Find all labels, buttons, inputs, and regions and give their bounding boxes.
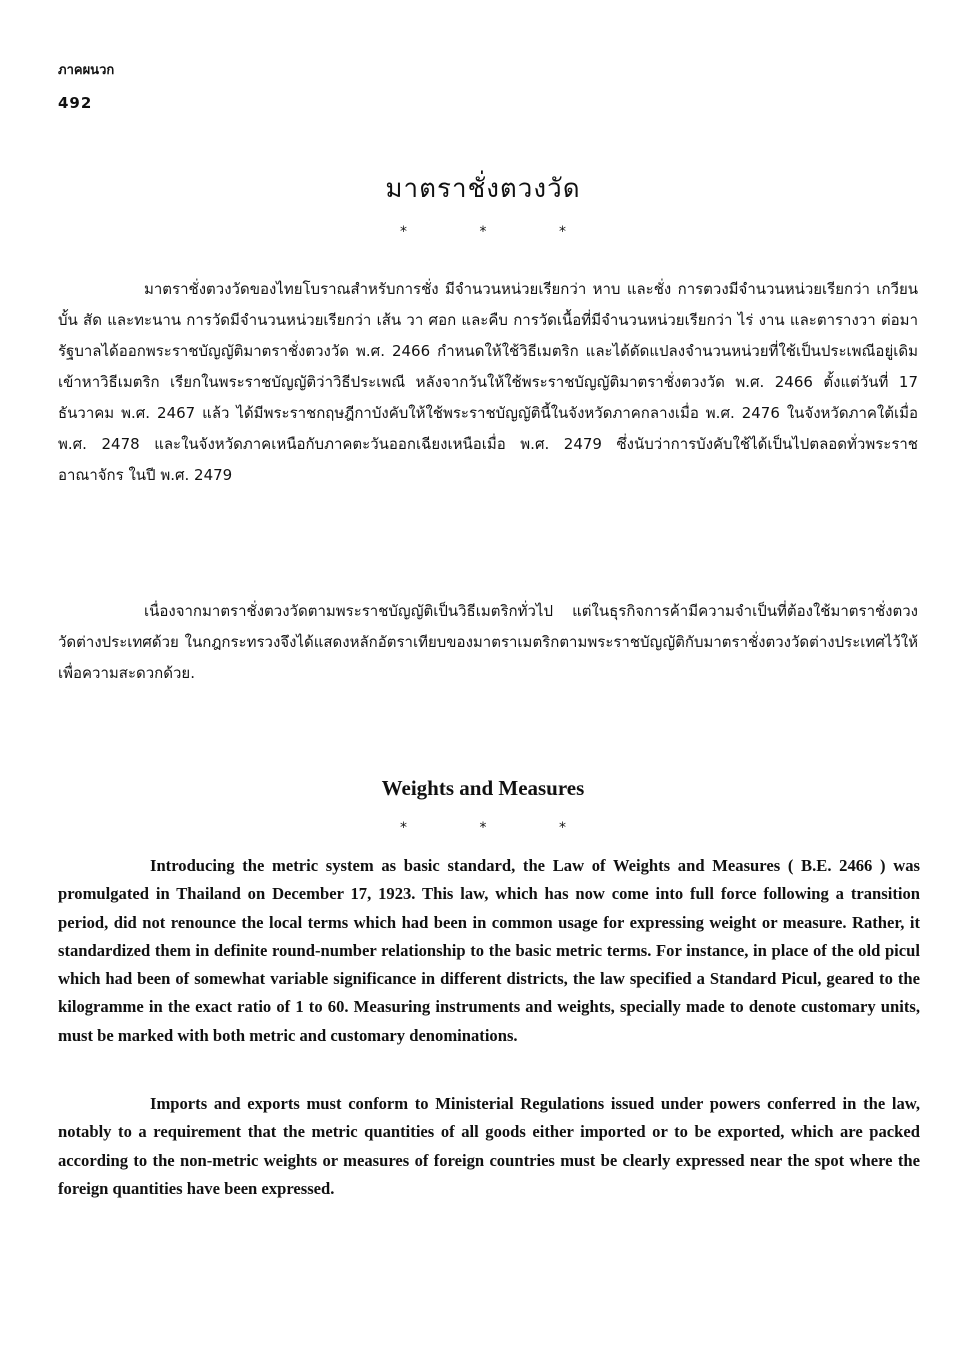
thai-paragraph-2 [58, 596, 918, 689]
english-title: Weights and Measures [381, 776, 585, 800]
paragraph-text: เนื่องจากมาตราชั่งตวงวัดตามพระราชบัญญัติเป็นวิธีเมตริกทั่วไป แต่ในธุรกิจการค้ามีความจำเป็นที่ต้องใช้มาตราชั่งตวงวัดต่างประเทศด้วย ในกฎกระทรวงจึงได้แสดงหลักอัตราเทียบของมาตราเมตริกตามพระราชบัญญัติกับมาตราชั่งตวงวัดต่างประเทศไว้ให้เพื่อความสะดวกด้วย. [58, 602, 918, 682]
english-paragraph-1 [58, 852, 920, 1050]
page-number: 492 [58, 94, 93, 112]
section-label: ภาคผนวก [58, 63, 115, 78]
thai-paragraph-1 [58, 274, 918, 491]
paragraph-text: Imports and exports must conform to Ministerial Regulations issued under powers conferred in the law, notably to a requirement that the metric quantities of all goods either imported or to be exported, which are packed according to the non-metric weights or measures of foreign countries must be clearly expressed near the spot where the foreign quantities have been expressed. [58, 1094, 920, 1198]
page-header [58, 62, 114, 112]
paragraph-text: มาตราชั่งตวงวัดของไทยโบราณสำหรับการชั่ง มีจำนวนหน่วยเรียกว่า หาบ และชั่ง การตวงมีจำนวนหน่วยเรียกว่า เกวียน บั้น สัด และทะนาน การวัดมีจำนวนหน่วยเรียกว่า เส้น วา ศอก และคืบ การวัดเนื้อที่มีจำนวนหน่วยเรียกว่า ไร่ งาน และตารางวา ต่อมารัฐบาลได้ออกพระราชบัญญัติมาตราชั่งตวงวัด พ.ศ. 2466 กำหนดให้ใช้วิธีเมตริก และได้ดัดแปลงจำนวนหน่วยที่ใช้เป็นประเพณีอยู่เดิมเข้าหาวิธีเมตริก เรียกในพระราชบัญญัติว่าวิธีประเพณี หลังจากวันให้ใช้พระราชบัญญัติมาตราชั่งตวงวัด พ.ศ. 2466 ตั้งแต่วันที่ 17 ธันวาคม พ.ศ. 2467 แล้ว ได้มีพระราชกฤษฎีกาบังคับให้ใช้พระราชบัญญัตินี้ในจังหวัดภาคกลางเมื่อ พ.ศ. 2476 ในจังหวัดภาคใต้เมื่อ พ.ศ. 2478 และในจังหวัดภาคเหนือกับภาคตะวันออกเฉียงเหนือเมื่อ พ.ศ. 2479 ซึ่งนับว่าการบังคับใช้ได้เป็นไปตลอดทั่วพระราชอาณาจักร ในปี พ.ศ. 2479 [58, 280, 918, 484]
paragraph-text: Introducing the metric system as basic standard, the Law of Weights and Measures ( B.E. 2466 ) was promulgated in Thailand on December 17, 1923. This law, which has now come into full force following a transition period, did not renounce the local terms which had been in common usage for expressing weight or measure. Rather, it standardized them in definite round-number relationship to the basic metric terms. For instance, in place of the old picul which had been of somewhat variable significance in different districts, the law specified a Standard Picul, geared to the kilogramme in the exact ratio of 1 to 60. Measuring instruments and weights, specially made to denote customary units, must be marked with both metric and customary denominations. [58, 856, 920, 1045]
english-paragraph-2 [58, 1090, 920, 1203]
thai-divider: * * * [400, 224, 600, 240]
english-divider: * * * [400, 820, 600, 836]
thai-title: มาตราชั่งตวงวัด [385, 174, 581, 204]
